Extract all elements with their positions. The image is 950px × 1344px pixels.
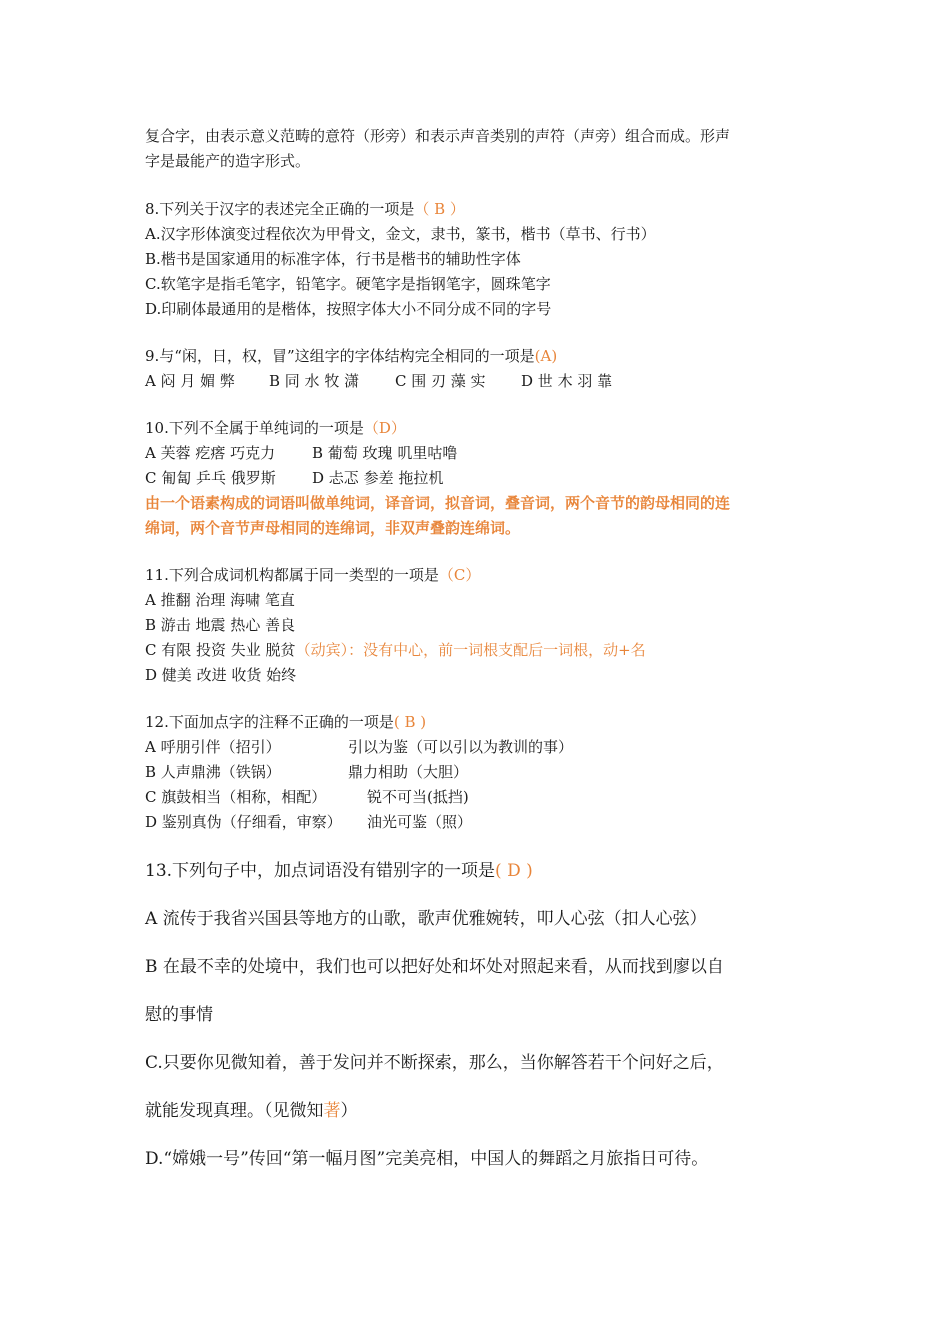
question-12-option-c-right: 锐不可当(抵挡) [367,788,469,806]
question-13-option-d: D.“嫦娥一号”传回“第一幅月图”完美亮相，中国人的舞蹈之月旅指日可待。 [145,1149,709,1169]
question-10-note-line-1: 由一个语素构成的词语叫做单纯词，译音词，拟音词，叠音词，两个音节的韵母相同的连 [145,494,731,512]
question-12-option-d-right: 油光可鉴（照） [367,813,473,831]
question-13-answer: ( D ) [495,861,533,881]
question-9-option-c: C 围 刃 藻 实 [395,372,486,390]
question-12-option-a-right: 引以为鉴（可以引以为教训的事） [348,738,574,756]
question-8-option-b: B.楷书是国家通用的标准字体，行书是楷书的辅助性字体 [145,250,521,268]
question-9-options [145,369,825,394]
question-11-option-d: D 健美 改进 收货 始终 [145,666,297,684]
question-13-option-c-correction: 著 [323,1101,341,1121]
question-9-option-a: A 闷 月 媚 弊 [145,372,235,390]
question-8-option-a: A.汉字形体演变过程依次为甲骨文，金文，隶书，篆书，楷书（草书、行书） [145,225,656,243]
question-10-option-d: D 忐忑 参差 拖拉机 [312,469,444,487]
question-12-text: 12.下面加点字的注释不正确的一项是 [145,713,394,731]
question-8-option-d: D.印刷体最通用的是楷体，按照字体大小不同分成不同的字号 [145,300,552,318]
question-11-option-c [145,638,825,663]
question-12-stem [145,710,825,735]
question-10-stem [145,416,825,441]
question-11-option-b: B 游击 地震 热心 善良 [145,616,296,634]
question-12-row-c [145,785,825,810]
question-9-option-d: D 世 木 羽 靠 [521,372,613,390]
question-10-text: 10.下列不全属于单纯词的一项是 [145,419,364,437]
question-10-answer: （D） [363,419,406,437]
question-12-option-a-left: A 呼朋引伴（招引） [145,738,281,756]
question-12-option-b-left: B 人声鼎沸（铁锅） [145,763,281,781]
question-10-options-row-2 [145,466,825,491]
question-13-option-c-line-2 [145,1087,825,1135]
question-8-stem [145,197,825,222]
question-10-option-b: B 葡萄 玫瑰 叽里咕噜 [312,444,458,462]
question-9-option-b: B 同 水 牧 潇 [269,372,360,390]
question-11-text: 11.下列合成词机构都属于同一类型的一项是 [145,566,439,584]
question-12-row-d [145,810,825,835]
question-11-option-a: A 推翻 治理 海啸 笔直 [145,591,295,609]
question-13-option-c-line-1: C.只要你见微知着，善于发问并不断探索，那么，当你解答若干个问好之后， [145,1053,724,1073]
question-13-option-a: A 流传于我省兴国县等地方的山歌，歌声优雅婉转，叩人心弦（扣人心弦） [145,909,707,929]
question-11-stem [145,563,825,588]
question-8-text: 8.下列关于汉字的表述完全正确的一项是 [145,200,415,218]
question-11-option-c-note: （动宾）：没有中心，前一词根支配后一词根，动+名 [295,641,646,659]
question-12-answer: ( B ) [393,713,427,731]
question-13-option-b-line-1: B 在最不幸的处境中，我们也可以把好处和坏处对照起来看，从而找到廖以自 [145,957,724,977]
question-10-option-a: A 芙蓉 疙瘩 巧克力 [145,444,276,462]
question-11-option-c-text: C 有限 投资 失业 脱贫 [145,641,296,659]
question-8-option-c: C.软笔字是指毛笔字，铅笔字。硬笔字是指钢笔字，圆珠笔字 [145,275,551,293]
question-13-stem [145,847,825,895]
question-9-stem [145,344,825,369]
document-page [145,124,825,1183]
question-10-note-line-2: 绵词，两个音节声母相同的连绵词，非双声叠韵连绵词。 [145,519,521,537]
question-9-answer: (A) [534,347,558,365]
question-13-option-b-line-2: 慰的事情 [145,1005,213,1025]
question-12-row-b [145,760,825,785]
question-11-answer: （C） [438,566,481,584]
question-10-option-c: C 匍匐 乒乓 俄罗斯 [145,469,276,487]
question-10-options-row-1 [145,441,825,466]
question-12-option-b-right: 鼎力相助（大胆） [348,763,469,781]
question-13-option-c-close: ） [340,1101,358,1121]
question-12-option-d-left: D 鉴别真伪（仔细看，审察） [145,813,342,831]
question-9-text: 9.与“闲，日，权，冒”这组字的字体结构完全相同的一项是 [145,347,535,365]
question-13-option-c-text: 就能发现真理。（见微知 [145,1101,324,1121]
question-12-option-c-left: C 旗鼓相当（相称，相配） [145,788,327,806]
intro-line-2: 字是最能产的造字形式。 [145,152,311,170]
question-12-row-a [145,735,825,760]
question-8-answer: （ B ） [414,200,465,218]
question-13-text: 13.下列句子中，加点词语没有错别字的一项是 [145,861,496,881]
intro-line-1: 复合字，由表示意义范畴的意符（形旁）和表示声音类别的声符（声旁）组合而成。形声 [145,127,731,145]
